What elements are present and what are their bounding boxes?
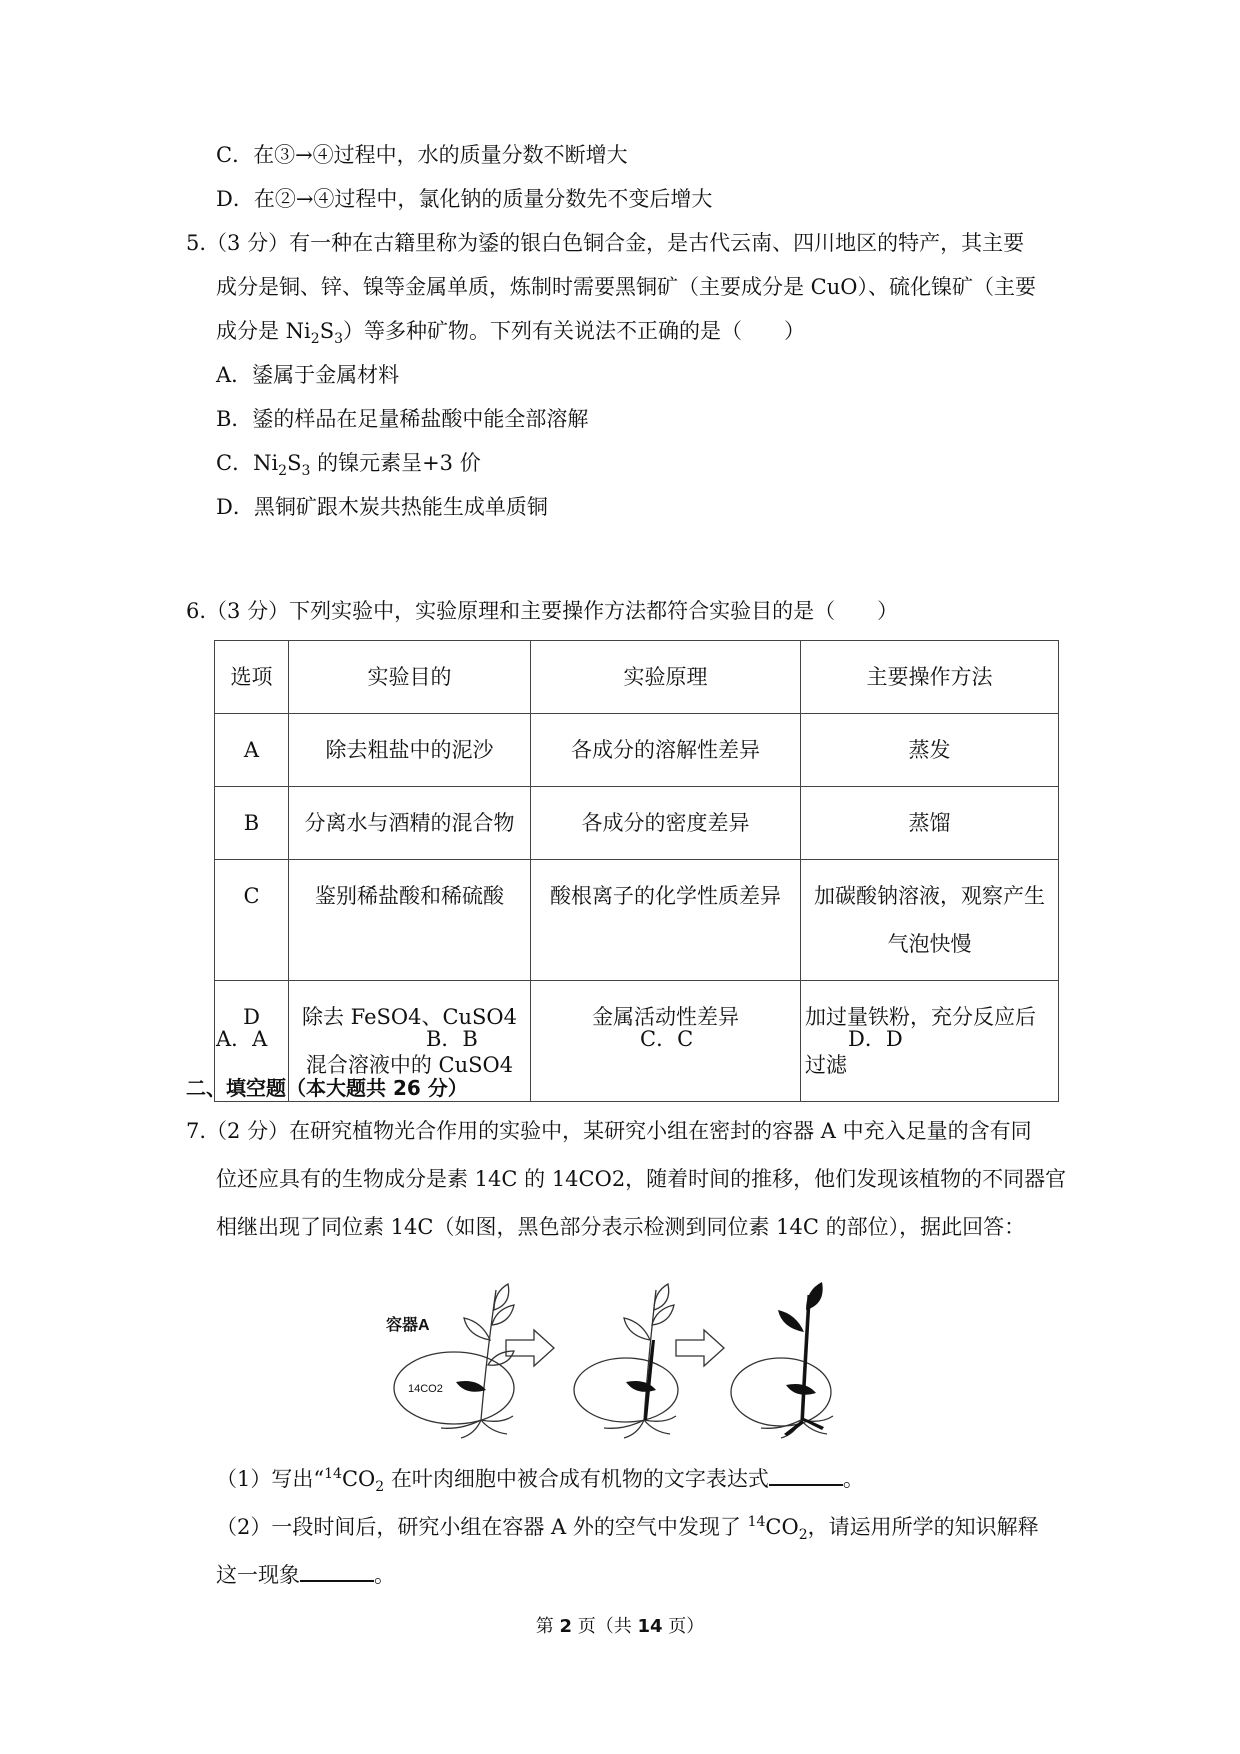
table-cell: 除去粗盐中的泥沙 <box>289 714 531 787</box>
q4-option-c: C．在③→④过程中，水的质量分数不断增大 <box>216 143 628 167</box>
answer-blank[interactable] <box>769 1464 843 1486</box>
q5-option-a: A．鋈属于金属材料 <box>216 363 400 387</box>
q7-stem-line3: 相继出现了同位素 14C（如图，黑色部分表示检测到同位素 14C 的部位），据此回答： <box>216 1215 1026 1239</box>
table-row <box>215 860 1059 981</box>
table-cell: 金属活动性差异 <box>531 981 801 1102</box>
q7-subq1: （1）写出“$^{14}CO_2$ 在叶肉细胞中被合成有机物的文字表达式 。 <box>216 1466 864 1496</box>
q7-stem-line1: 7.（2 分）在研究植物光合作用的实验中，某研究小组在密封的容器 A 中充入足量的含有同 <box>186 1119 1032 1143</box>
table-header-row <box>215 641 1059 714</box>
figure-container-label: 容器A <box>386 1317 430 1334</box>
q5-stem-line2: 成分是铜、锌、镍等金属单质，炼制时需要黑铜矿（主要成分是 CuO）、硫化镍矿（主要 <box>216 275 1036 299</box>
q7-subq2-line2: 这一现象 。 <box>216 1560 395 1590</box>
table-cell: 加过量铁粉，充分反应后过滤 <box>801 981 1059 1102</box>
table-cell: 加碳酸钠溶液，观察产生气泡快慢 <box>801 860 1059 981</box>
answer-blank[interactable] <box>300 1560 374 1582</box>
q5-option-b: B．鋈的样品在足量稀盐酸中能全部溶解 <box>216 407 589 431</box>
q5-stem-line1: 5.（3 分）有一种在古籍里称为鋈的银白色铜合金，是古代云南、四川地区的特产，其主要 <box>186 231 1025 255</box>
q7-subq2: （2）一段时间后，研究小组在容器 A 外的空气中发现了 $^{14}CO_2$，请运用所学的知识解释 <box>216 1514 1039 1544</box>
q7-stem-line2: 位还应具有的生物成分是素 14C 的 14CO2，随着时间的推移，他们发现该植物的不同器官 <box>216 1167 1067 1191</box>
table-cell: B <box>215 787 289 860</box>
q6-answer-c: C．C <box>640 1027 694 1051</box>
q4-option-d: D．在②→④过程中，氯化钠的质量分数先不变后增大 <box>216 187 713 211</box>
q5-stem-line3: 成分是 $Ni_2S_3$）等多种矿物。下列有关说法不正确的是（ ） <box>216 319 806 348</box>
table-cell: 分离水与酒精的混合物 <box>289 787 531 860</box>
table-cell: 酸根离子的化学性质差异 <box>531 860 801 981</box>
table-cell: 各成分的溶解性差异 <box>531 714 801 787</box>
q6-answer-d: D．D <box>848 1027 903 1051</box>
section-title: 二、填空题（本大题共 26 分） <box>186 1076 468 1100</box>
table-cell: 蒸发 <box>801 714 1059 787</box>
table-cell: 鉴别稀盐酸和稀硫酸 <box>289 860 531 981</box>
table-row <box>215 714 1059 787</box>
plant-experiment-figure <box>386 1270 886 1440</box>
q5-option-c: C．$Ni_2S_3$ 的镍元素呈+3 价 <box>216 451 481 480</box>
table-header: 主要操作方法 <box>801 641 1059 714</box>
page-footer: 第 2 页（共 14 页） <box>535 1616 705 1637</box>
table-cell: A <box>215 714 289 787</box>
q6-stem: 6.（3 分）下列实验中，实验原理和主要操作方法都符合实验目的是（ ） <box>186 599 899 623</box>
table-cell: 除去 FeSO4、CuSO4 混合溶液中的 CuSO4 <box>289 981 531 1102</box>
table-cell: C <box>215 860 289 981</box>
q6-answer-b: B．B <box>426 1027 478 1051</box>
table-header: 选项 <box>215 641 289 714</box>
table-cell: D <box>215 981 289 1102</box>
q6-answer-a: A．A <box>216 1027 268 1051</box>
table-cell: 各成分的密度差异 <box>531 787 801 860</box>
table-header: 实验目的 <box>289 641 531 714</box>
table-cell: 蒸馏 <box>801 787 1059 860</box>
q6-table <box>214 640 1059 1102</box>
figure-co2-label: 14CO2 <box>408 1383 443 1395</box>
q5-option-d: D．黑铜矿跟木炭共热能生成单质铜 <box>216 495 548 519</box>
table-row <box>215 787 1059 860</box>
table-header: 实验原理 <box>531 641 801 714</box>
